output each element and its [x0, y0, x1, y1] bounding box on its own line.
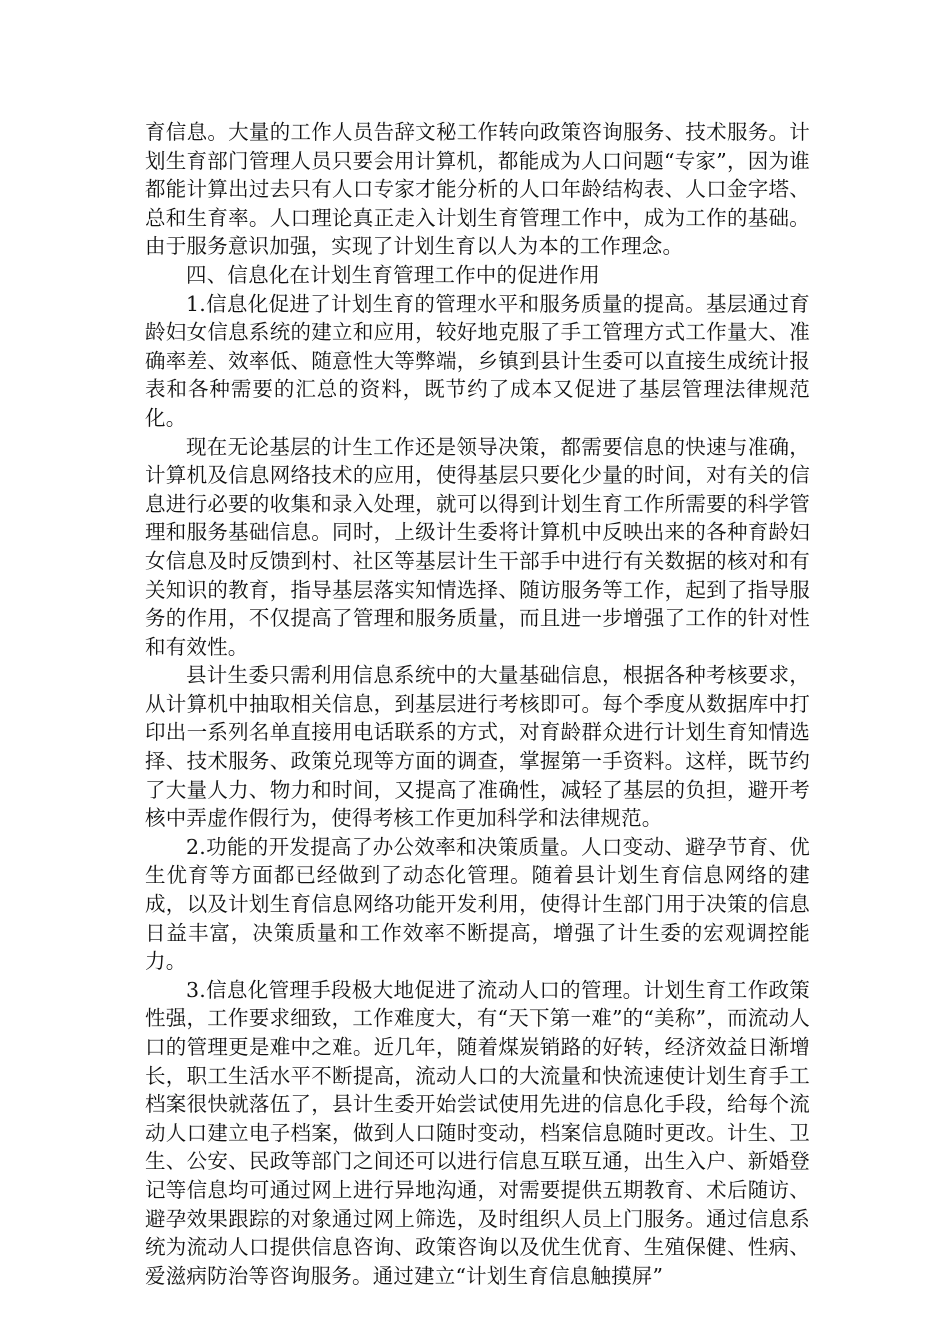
paragraph-assessment: 县计生委只需利用信息系统中的大量基础信息，根据各种考核要求，从计算机中抽取相关信息，到基层进行考核即可。每个季度从数据库中打印出一系列名单直接用电话联系的方式，对育龄群众进行计划生育知情选择、技术服务、政策兑现等方面的调查，掌握第一手资料。这样，既节约了大量人力、物力和时间，又提高了准确性，减轻了基层的负担，避开考核中弄虚作假行为，使得考核工作更加科学和法律规范。	[145, 663, 810, 831]
paragraph-point-1: 1.信息化促进了计划生育的管理水平和服务质量的提高。基层通过育龄妇女信息系统的建立和应用，较好地克服了手工管理方式工作量大、准确率差、效率低、随意性大等弊端，乡镇到县计生委可以直接生成统计报表和各种需要的汇总的资料，既节约了成本又促进了基层管理法律规范化。	[145, 291, 810, 430]
document-body	[145, 118, 810, 1290]
paragraph-decision: 现在无论基层的计生工作还是领导决策，都需要信息的快速与准确，计算机及信息网络技术的应用，使得基层只要化少量的时间，对有关的信息进行必要的收集和录入处理，就可以得到计划生育工作所需要的科学管理和服务基础信息。同时，上级计生委将计算机中反映出来的各种育龄妇女信息及时反馈到村、社区等基层计生干部手中进行有关数据的核对和有关知识的教育，指导基层落实知情选择、随访服务等工作，起到了指导服务的作用，不仅提高了管理和服务质量，而且进一步增强了工作的针对性和有效性。	[145, 434, 810, 659]
paragraph-point-2: 2.功能的开发提高了办公效率和决策质量。人口变动、避孕节育、优生优育等方面都已经做到了动态化管理。随着县计划生育信息网络的建成，以及计划生育信息网络功能开发利用，使得计生部门用于决策的信息日益丰富，决策质量和工作效率不断提高，增强了计生委的宏观调控能力。	[145, 834, 810, 974]
paragraph-point-3: 3.信息化管理手段极大地促进了流动人口的管理。计划生育工作政策性强，工作要求细致，工作难度大，有“天下第一难”的“美称”，而流动人口的管理更是难中之难。近几年，随着煤炭销路的好转，经济效益日渐增长，职工生活水平不断提高，流动人口的大流量和快流速使计划生育手工档案很快就落伍了，县计生委开始尝试使用先进的信息化手段，给每个流动人口建立电子档案，做到人口随时变动，档案信息随时更改。计生、卫生、公安、民政等部门之间还可以进行信息互联互通，出生入户、新婚登记等信息均可通过网上进行异地沟通，对需要提供五期教育、术后随访、避孕效果跟踪的对象通过网上筛选，及时组织人员上门服务。通过信息系统为流动人口提供信息咨询、政策咨询以及优生优育、生殖保健、性病、爱滋病防治等咨询服务。通过建立“计划生育信息触摸屏”	[145, 977, 810, 1288]
section-heading: 四、信息化在计划生育管理工作中的促进作用	[186, 262, 600, 287]
paragraph-intro: 育信息。大量的工作人员告辞文秘工作转向政策咨询服务、技术服务。计划生育部门管理人员只要会用计算机，都能成为人口问题“专家”，因为谁都能计算出过去只有人口专家才能分析的人口年龄结构表、人口金字塔、总和生育率。人口理论真正走入计划生育管理工作中，成为工作的基础。由于服务意识加强，实现了计划生育以人为本的工作理念。	[145, 120, 810, 259]
